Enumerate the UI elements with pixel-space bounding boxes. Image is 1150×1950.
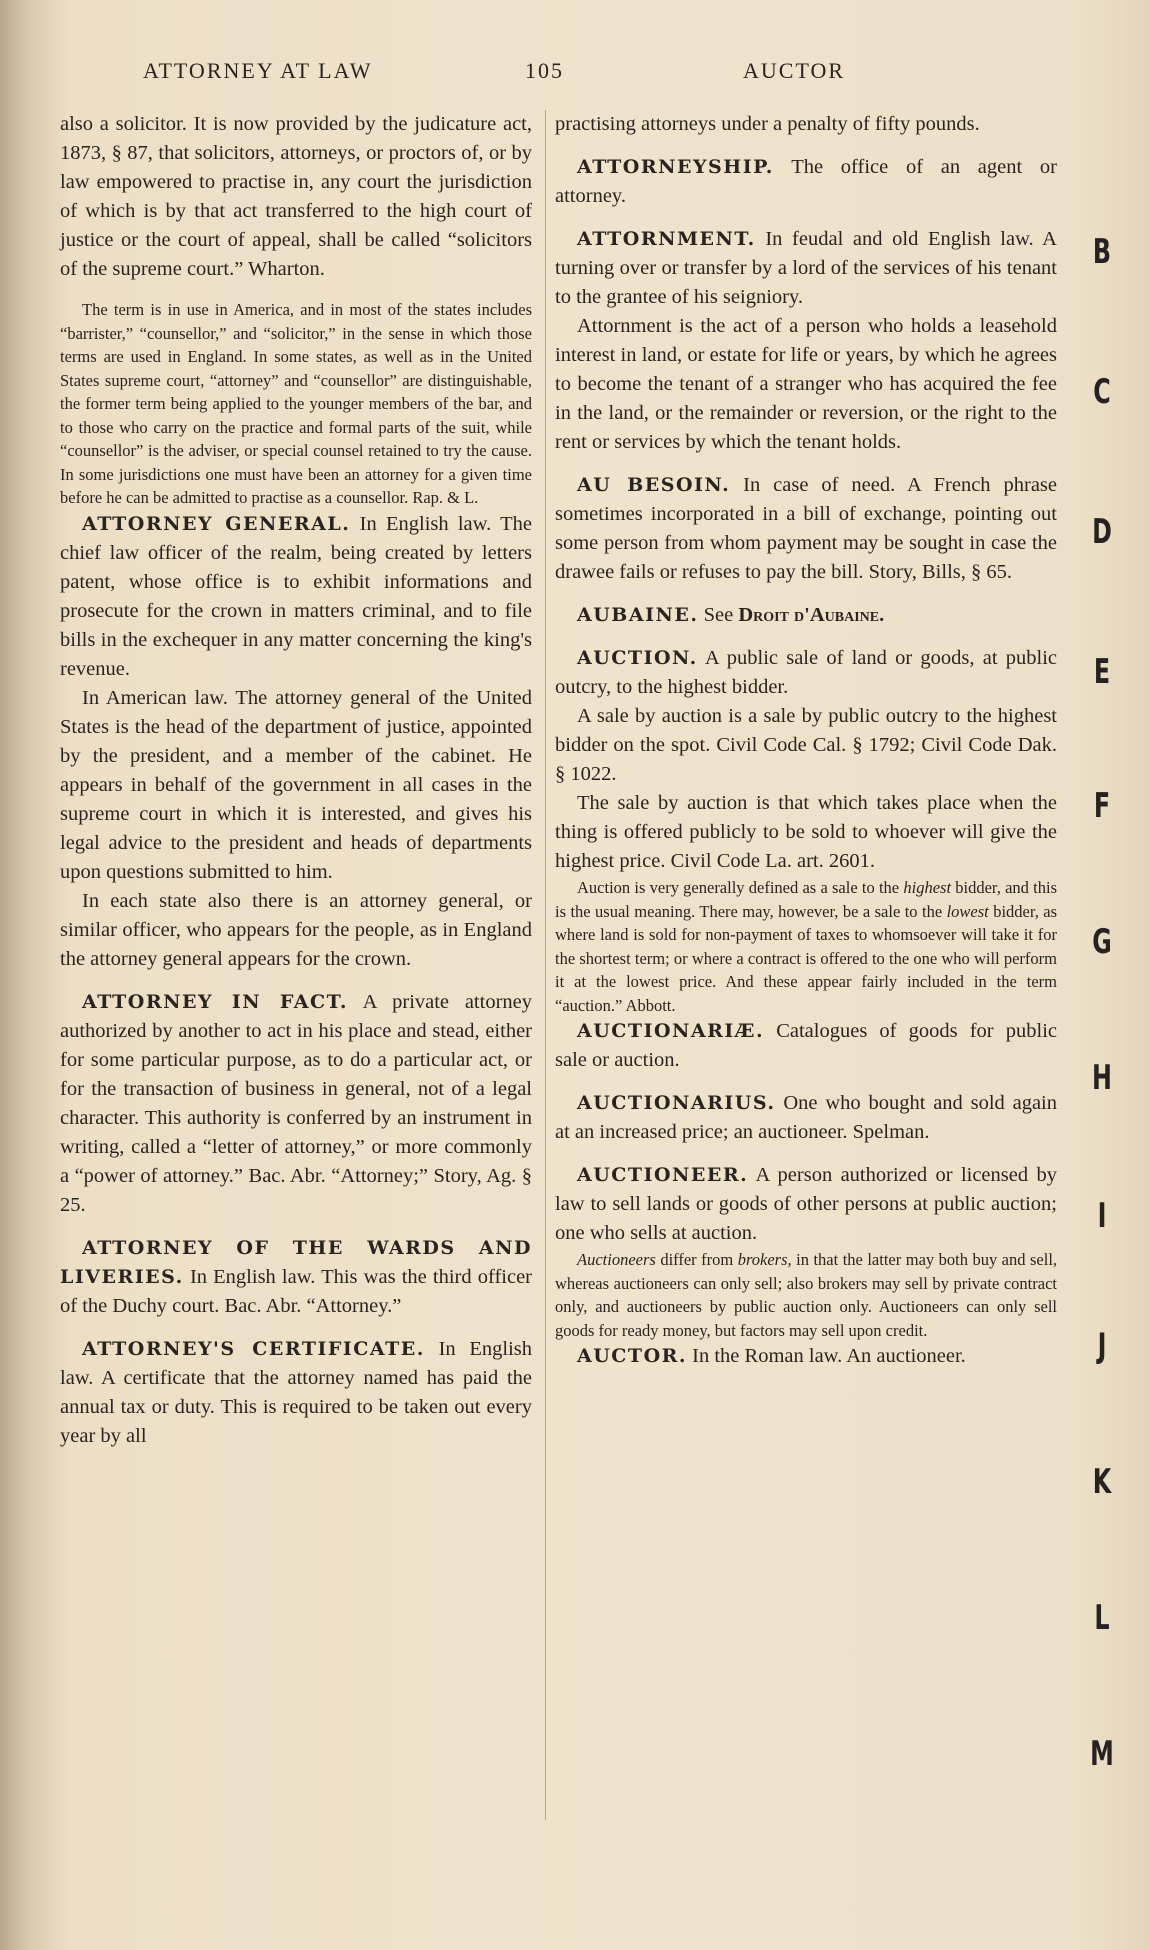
thumb-index-b[interactable]: B (1092, 232, 1112, 272)
entry-attorneys-certificate (60, 1335, 532, 1451)
entry-subsense: A sale by auction is a sale by public outcry to the highest bidder on the spot. Civil Code Cal. § 1792; Civil Code Dak. § 1022. (555, 705, 1057, 785)
definition: In case of need. A French phrase sometimes incorporated in a bill of exchange, pointing out some person from whom payment may be sought in case the drawee fails or refuses to pay the bill. Story, Bills, § 65. (555, 474, 1057, 583)
entry-subsense: Attornment is the act of a person who holds a leasehold interest in land, or estate for life or years, by which he agrees to become the tenant of a stranger who has acquired the fee in the land, or the remainder or reversion, or the right to the rent or services by which the tenant holds. (555, 315, 1057, 453)
headword: AUBAINE. (577, 604, 699, 626)
definition: In English law. This was the third officer of the Duchy court. Bac. Abr. “Attorney.” (60, 1265, 532, 1317)
right-column (555, 110, 1057, 1371)
running-header (0, 58, 1150, 88)
entry-attorney-in-fact (60, 988, 532, 1220)
entry-note: Auctioneers differ from brokers, in that the latter may both buy and sell, whereas auctioneers can only sell; also brokers may sell by private contract only, and auctioneers by public auction only. Auctioneers can only sell goods for ready money, but factors may sell upon credit. (555, 1250, 1058, 1340)
definition: A private attorney authorized by another to act in his place and stead, either for some particular purpose, as to do a particular act, or for the transaction of business in general, not of a legal character. This authority is conferred by an instrument in writing, called a “letter of attorney,” or more commonly a “power of attorney.” Bac. Abr. “Attorney;” Story, Ag. § 25. (60, 990, 533, 1216)
definition: In English law. A certificate that the attorney named has paid the annual tax or duty. This is required to be taken out every year by all (60, 1337, 533, 1447)
entry-auctioneer (555, 1161, 1057, 1248)
entry-attornment (555, 225, 1057, 312)
thumb-index-j[interactable]: J (1097, 1326, 1107, 1366)
headword: ATTORNEY'S CERTIFICATE. (82, 1337, 425, 1360)
definition: One who bought and sold again at an increased price; an auctioneer. Spelman. (555, 1092, 1058, 1143)
headword: ATTORNMENT. (577, 228, 756, 250)
headword: AUCTOR. (577, 1345, 688, 1367)
definition: A person authorized or licensed by law to sell lands or goods of other persons at public auction; one who sells at auction. (555, 1164, 1057, 1244)
emphasis: Auctioneers (577, 1250, 656, 1269)
entry-aubaine (555, 601, 1057, 630)
entry-subsense: In each state also there is an attorney general, or similar officer, who appears for the people, as in England the attorney general appears for the crown. (60, 889, 532, 970)
entry-continuation: also a solicitor. It is now provided by the judicature act, 1873, § 87, that solicitors, attorneys, or proctors of, or by law empowered to practise in, any court the jurisdiction of which is by that act transferred to the high court of justice or the court of appeal, shall be called “solicitors of the supreme court.” Wharton. (60, 113, 532, 280)
header-left-guide-word: ATTORNEY AT LAW (143, 58, 373, 83)
thumb-index-l[interactable]: L (1094, 1598, 1110, 1638)
entry-attorneyship (555, 153, 1057, 211)
thumb-index-m[interactable]: M (1090, 1734, 1114, 1774)
entry-auctionarius (555, 1089, 1057, 1147)
entry-auction (555, 644, 1057, 702)
cross-reference: Droit d'Aubaine. (738, 604, 885, 626)
left-column (60, 110, 532, 1451)
definition: See (703, 604, 734, 626)
headword: AUCTIONARIÆ. (577, 1020, 765, 1042)
headword: ATTORNEY GENERAL. (82, 512, 351, 535)
emphasis: brokers, (737, 1250, 792, 1269)
entry-au-besoin (555, 471, 1057, 587)
headword: ATTORNEY IN FACT. (82, 990, 348, 1013)
thumb-index-d[interactable]: D (1092, 512, 1112, 552)
thumb-index-g[interactable]: G (1092, 922, 1112, 962)
entry-note: The term is in use in America, and in most of the states includes “barrister,” “counsellor,” and “solicitor,” in the sense in which those terms are used in England. In some states, as well as in the United States supreme court, “attorney” and “counsellor” are distinguishable, the former term being applied to the younger members of the bar, and to those who carry on the practice and formal parts of the suit, while “counsellor” is the adviser, or special counsel retained to try the cause. In some jurisdictions one must have been an attorney for a given time before he can be admitted to practise as a counsellor. Rap. & L. (60, 300, 532, 507)
thumb-index-h[interactable]: H (1092, 1058, 1112, 1098)
definition: A public sale of land or goods, at public outcry, to the highest bidder. (555, 647, 1057, 698)
entry-attorney-general (60, 510, 532, 684)
definition: The office of an agent or attorney. (555, 156, 1057, 207)
page-number: 105 (525, 58, 564, 83)
entry-subsense: In American law. The attorney general of the United States is the head of the department of justice, appointed by the president, and a member of the cabinet. He appears in behalf of the government in all cases in the supreme court in which it is interested, and gives his legal advice to the president and heads of departments upon questions submitted to him. (60, 686, 532, 883)
thumb-index-f[interactable]: F (1093, 786, 1111, 826)
thumb-index-e[interactable]: E (1093, 652, 1111, 692)
definition: Catalogues of goods for public sale or auction. (555, 1020, 1058, 1071)
definition: In English law. The chief law officer of the realm, being created by letters patent, whose office is to exhibit informations and prosecute for the crown in matters criminal, and to file bills in the exchequer in any matter concerning the king's revenue. (60, 512, 533, 680)
headword: ATTORNEYSHIP. (577, 156, 774, 178)
headword: AUCTION. (577, 647, 698, 669)
column-divider (545, 110, 546, 1820)
entry-note: Auction is very generally defined as a sale to the highest bidder, and this is the usual meaning. There may, however, be a sale to the lowest bidder, as where land is sold for non-payment of taxes to whomsoever will take it for the shortest term; or where a contract is offered to the one who will perform it at the lowest price. And these appear fairly included in the term “auction.” Abbott. (555, 878, 1058, 1015)
thumb-index-k[interactable]: K (1092, 1462, 1112, 1502)
headword: ATTORNEY OF THE WARDS AND LIVERIES. (60, 1236, 532, 1288)
header-right-guide-word: AUCTOR (743, 58, 846, 83)
thumb-index-i[interactable]: I (1097, 1196, 1107, 1236)
entry-continuation: practising attorneys under a penalty of fifty pounds. (555, 113, 980, 135)
headword: AU BESOIN. (577, 474, 731, 496)
emphasis: highest (903, 878, 952, 897)
definition: In the Roman law. An auctioneer. (692, 1345, 966, 1367)
definition: In feudal and old English law. A turning over or transfer by a lord of the services of his tenant to the grantee of his seigniory. (555, 228, 1057, 308)
entry-subsense: The sale by auction is that which takes place when the thing is offered publicly to be sold to whoever will give the highest price. Civil Code La. art. 2601. (555, 792, 1057, 872)
entry-attorney-of-wards (60, 1234, 532, 1321)
thumb-index-c[interactable]: C (1093, 372, 1111, 412)
headword: AUCTIONEER. (577, 1164, 749, 1186)
entry-auctor (555, 1342, 1057, 1371)
emphasis: lowest (946, 901, 989, 921)
entry-auctionariae (555, 1017, 1057, 1075)
headword: AUCTIONARIUS. (577, 1092, 776, 1114)
